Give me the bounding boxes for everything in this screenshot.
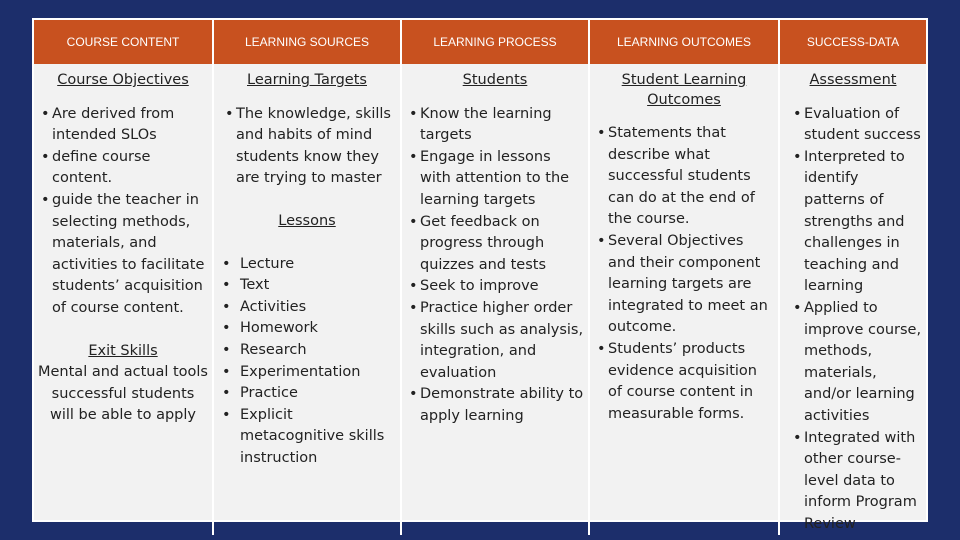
list-item: • Lecture (240, 254, 396, 276)
list-item: • Students’ products evidence acquisition of course content in measurable forms. (608, 339, 774, 425)
learning-targets-subheader: Learning Targets (247, 72, 367, 88)
success-data-cell (779, 64, 926, 535)
students-subheader: Students (462, 72, 528, 88)
header-learning-outcomes: LEARNING OUTCOMES (589, 20, 779, 64)
list-item: • Seek to improve (420, 276, 584, 298)
list-item: • Evaluation of student success (804, 104, 922, 147)
list-item: • Experimentation (240, 362, 396, 384)
lessons-title: Lessons (278, 212, 336, 229)
assessment-list (784, 104, 922, 536)
list-item: • guide the teacher in selecting methods, materials, and activities to facilitate students’ acquisition of course content. (52, 190, 208, 320)
list-item: • Several Objectives and their component learning targets are integrated to meet an outcome. (608, 231, 774, 339)
list-item: • Activities (240, 297, 396, 319)
list-item: • Engage in lessons with attention to the learning targets (420, 147, 584, 212)
course-content-cell (34, 64, 213, 535)
header-course-content: COURSE CONTENT (34, 20, 213, 64)
learning-process-cell (401, 64, 589, 535)
learning-table (34, 20, 926, 535)
list-item: • The knowledge, skills and habits of mind students know they are trying to master (236, 104, 396, 190)
list-item: • Explicit metacognitive skills instruction (240, 405, 396, 470)
header-row (34, 20, 926, 64)
slo-list (594, 123, 774, 425)
list-item: • Text (240, 275, 396, 297)
content-table-frame (32, 18, 928, 532)
list-item: • Applied to improve course, methods, materials, and/or learning activities (804, 298, 922, 428)
assessment-subheader: Assessment (809, 72, 897, 88)
students-list (406, 104, 584, 428)
list-item: • Get feedback on progress through quizzes and tests (420, 212, 584, 277)
list-item: • Practice (240, 383, 396, 405)
list-item: • Demonstrate ability to apply learning (420, 384, 584, 427)
list-item: • Statements that describe what successful students can do at the end of the course. (608, 123, 774, 231)
list-item: • Integrated with other course-level data to inform Program Review (804, 428, 922, 536)
slo-subheader: Student Learning Outcomes (621, 72, 747, 108)
list-item: • define course content. (52, 147, 208, 190)
list-item: • Interpreted to identify patterns of strengths and challenges in teaching and learning (804, 147, 922, 298)
exit-skills-text: Mental and actual tools successful students will be able to apply (38, 364, 208, 424)
lessons-list (218, 254, 396, 470)
course-objectives-list (38, 104, 208, 320)
list-item: • Homework (240, 318, 396, 340)
list-item: • Are derived from intended SLOs (52, 104, 208, 147)
learning-sources-cell (213, 64, 401, 535)
list-item: • Know the learning targets (420, 104, 584, 147)
list-item: • Research (240, 340, 396, 362)
content-row (34, 64, 926, 535)
header-learning-sources: LEARNING SOURCES (213, 20, 401, 64)
header-success-data: SUCCESS-DATA (779, 20, 926, 64)
list-item: • Practice higher order skills such as analysis, integration, and evaluation (420, 298, 584, 384)
learning-outcomes-cell (589, 64, 779, 535)
learning-targets-list (218, 104, 396, 190)
course-objectives-subheader: Course Objectives (57, 72, 189, 88)
exit-skills-title: Exit Skills (88, 342, 158, 359)
header-learning-process: LEARNING PROCESS (401, 20, 589, 64)
